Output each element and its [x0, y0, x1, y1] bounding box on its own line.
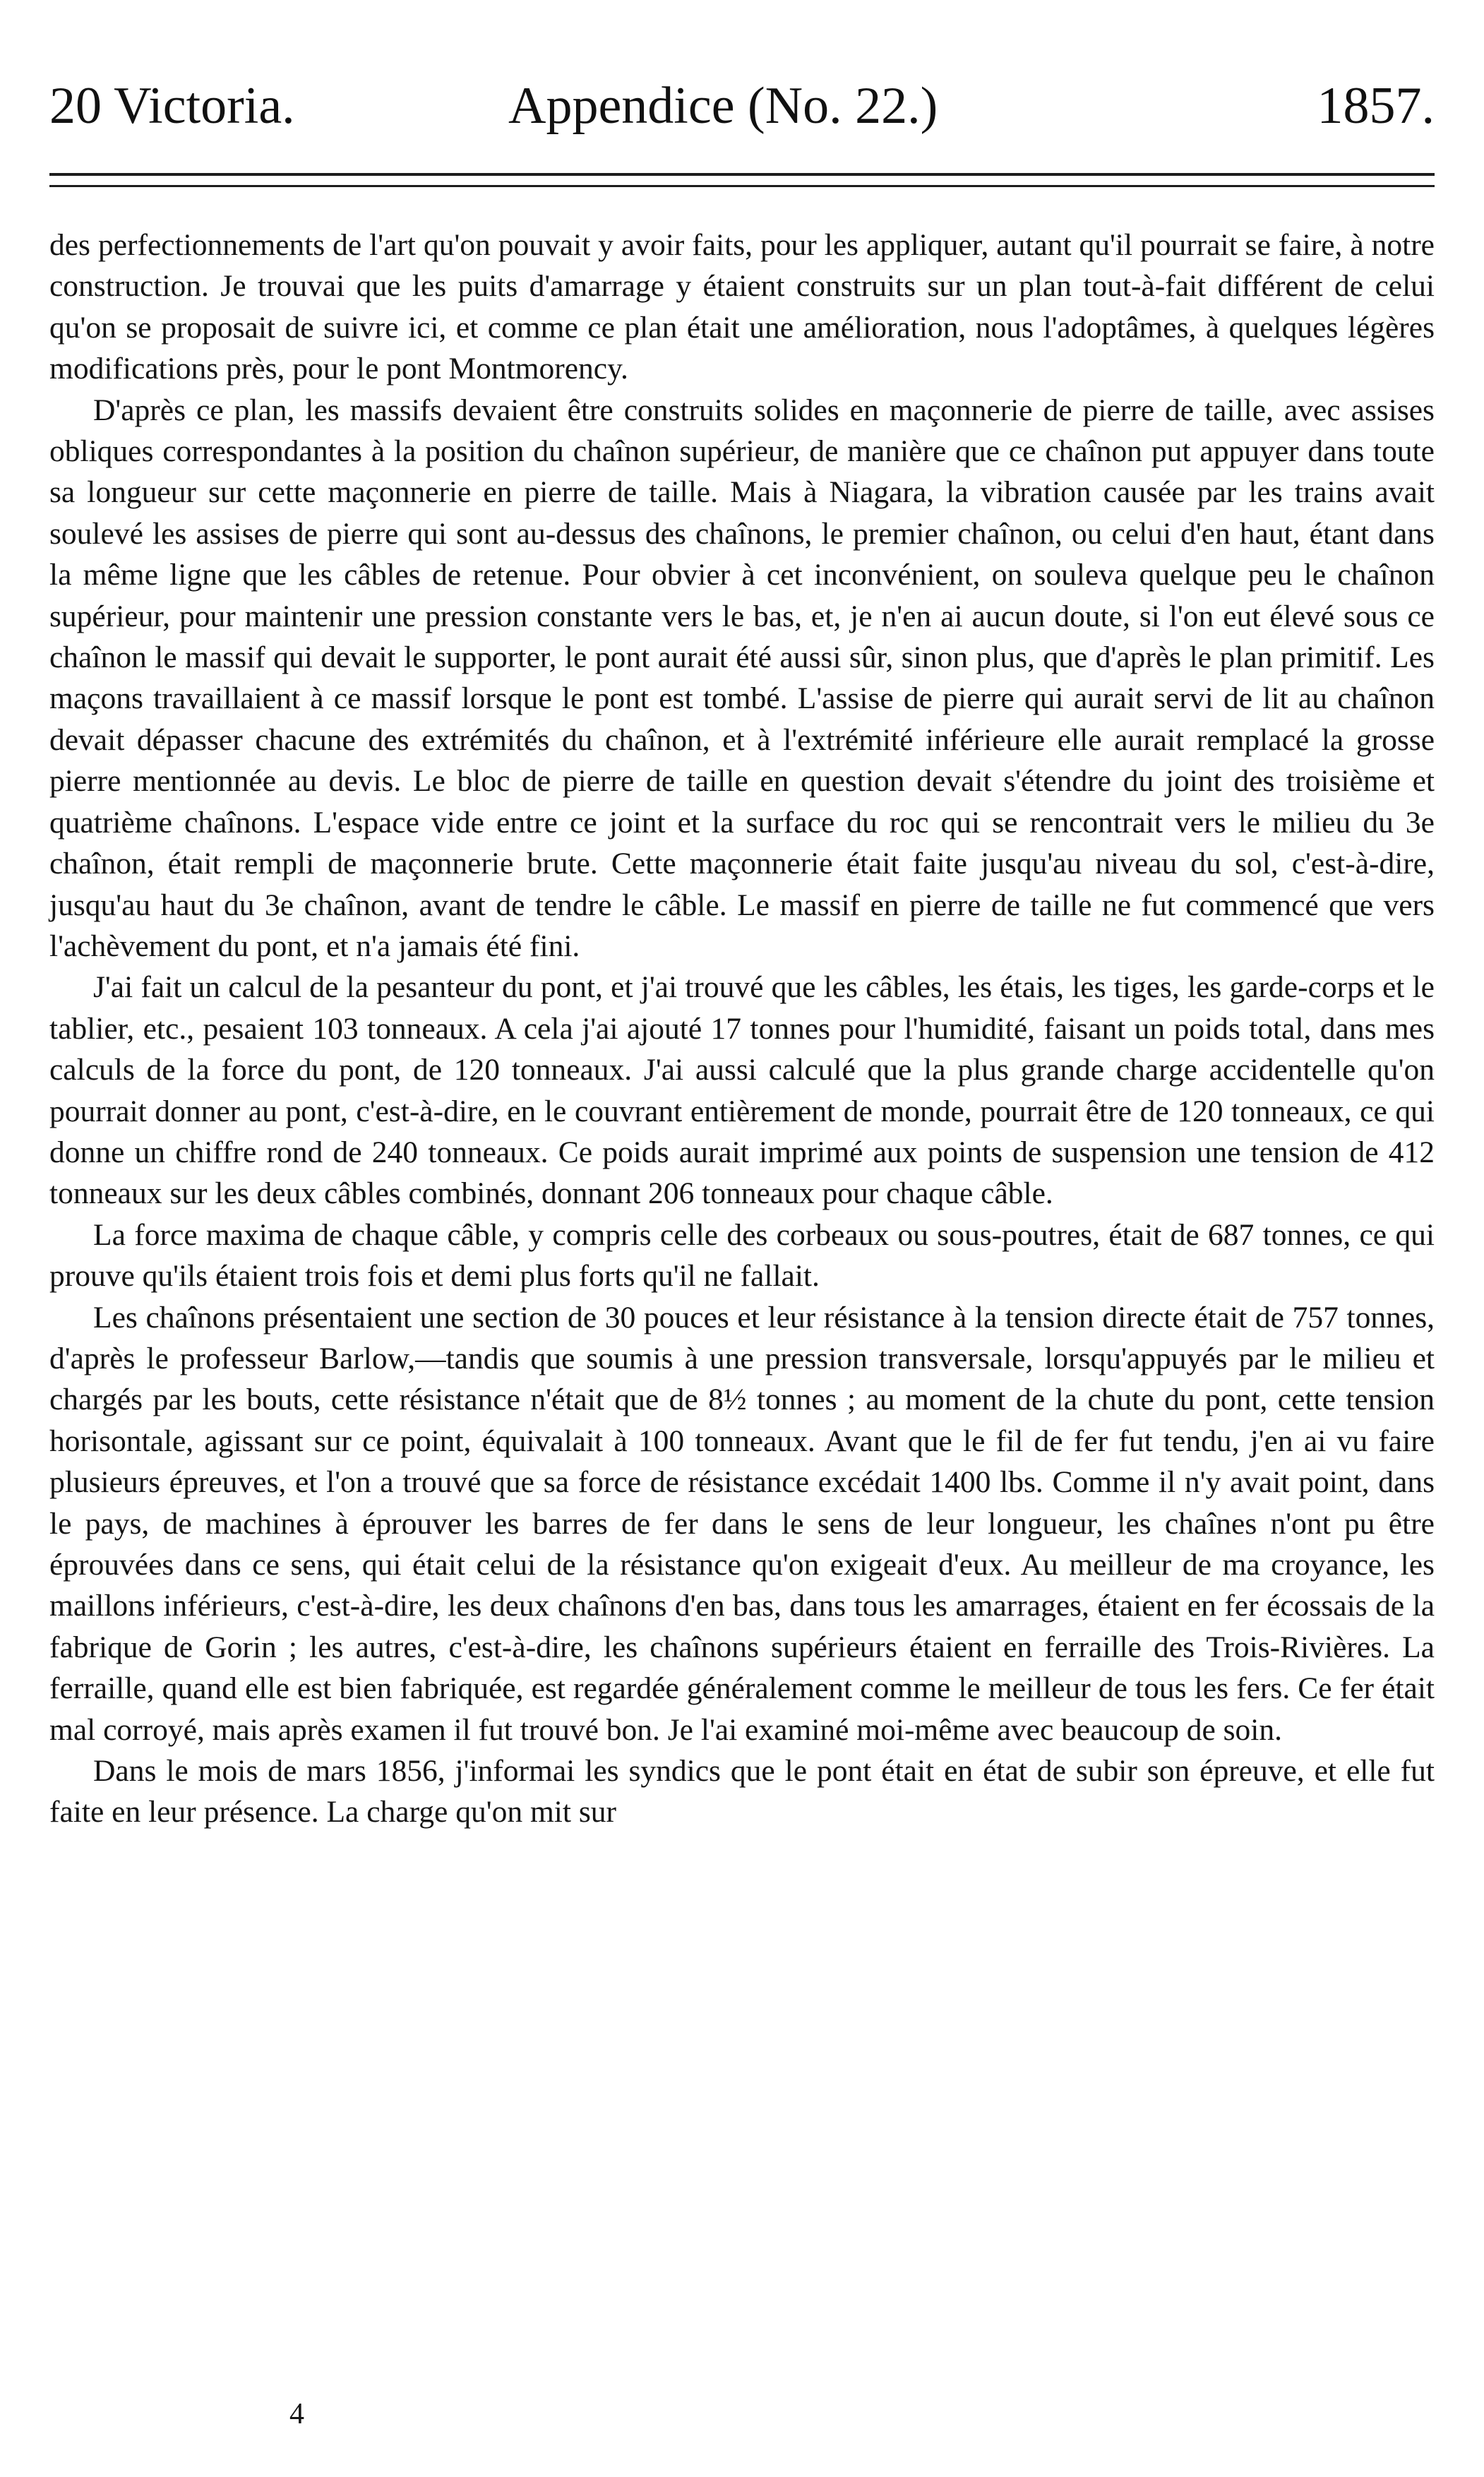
signature-mark: 4 — [289, 2398, 304, 2430]
header-session: 20 Victoria. — [49, 77, 295, 135]
header-rule-bottom — [49, 185, 1435, 187]
header-year: 1857. — [1317, 77, 1435, 135]
running-header — [49, 67, 1435, 145]
header-rule-top — [49, 173, 1435, 176]
paragraph-5: Les chaînons présentaient une section de 30 pouces et leur résistance à la tension directe était de 757 tonnes, d'après le professeur Barlow,—tandis que soumis à une pression transversale, lorsqu'appuyés par le milieu et chargés par les bouts, cette résistance n'était que de 8½ tonnes ; au moment de la chute du pont, cette tension horisontale, agissant sur ce point, équivalait à 100 tonneaux. Avant que le fil de fer fut tendu, j'en ai vu faire plusieurs épreuves, et l'on a trouvé que sa force de résistance excédait 1400 lbs. Comme il n'y avait point, dans le pays, de machines à éprouver les barres de fer dans le sens de leur longueur, les chaînes n'ont pu être éprouvées dans ce sens, qui était celui de la résistance qu'on exigeait d'eux. Au meilleur de ma croyance, les maillons inférieurs, c'est-à-dire, les deux chaînons d'en bas, dans tous les amarrages, étaient en fer écossais de la fabrique de Gorin ; les autres, c'est-à-dire, les chaînons supérieurs étaient en ferraille des Trois-Rivières. La ferraille, quand elle est bien fabriquée, est regardée généralement comme le meilleur de tous les fers. Ce fer était mal corroyé, mais après examen il fut trouvé bon. Je l'ai examiné moi-même avec beaucoup de soin. — [49, 1300, 1435, 1747]
body-text — [49, 225, 1435, 1833]
paragraph-4: La force maxima de chaque câble, y compris celle des corbeaux ou sous-poutres, était de 687 tonnes, ce qui prouve qu'ils étaient trois fois et demi plus forts qu'il ne fallait. — [49, 1217, 1435, 1294]
paragraph-2: D'après ce plan, les massifs devaient être construits solides en maçonnerie de pierre de taille, avec assises obliques correspondantes à la position du chaînon supérieur, de manière que ce chaînon put appuyer dans toute sa longueur sur cette maçonnerie en pierre de taille. Mais à Niagara, la vibration causée par les trains avait soulevé les assises de pierre qui sont au-dessus des chaînons, le premier chaînon, ou celui d'en haut, étant dans la même ligne que les câbles de retenue. Pour obvier à cet inconvénient, on souleva quelque peu le chaînon supérieur, pour maintenir une pression constante vers le bas, et, je n'en ai aucun doute, si l'on eut élevé sous ce chaînon le massif qui devait le supporter, le pont aurait été aussi sûr, sinon plus, que d'après le plan primitif. Les maçons travaillaient à ce massif lorsque le pont est tombé. L'assise de pierre qui aurait servi de lit au chaînon devait dépasser chacune des extrémités du chaînon, et à l'extrémité inférieure elle aurait remplacé la grosse pierre mentionnée au devis. Le bloc de pierre de taille en question devait s'étendre du joint des troisième et quatrième chaînons. L'espace vide entre ce joint et la surface du roc qui se rencontrait vers le milieu du 3e chaînon, était rempli de maçonnerie brute. Cette maçonnerie était faite jusqu'au niveau du sol, c'est-à-dire, jusqu'au haut du 3e chaînon, avant de tendre le câble. Le massif en pierre de taille ne fut commencé que vers l'achèvement du pont, et n'a jamais été fini. — [49, 393, 1435, 963]
paragraph-3: J'ai fait un calcul de la pesanteur du pont, et j'ai trouvé que les câbles, les étais, les tiges, les garde-corps et le tablier, etc., pesaient 103 tonneaux. A cela j'ai ajouté 17 tonnes pour l'humidité, faisant un poids total, dans mes calculs de la force du pont, de 120 tonneaux. J'ai aussi calculé que la plus grande charge accidentelle qu'on pourrait donner au pont, c'est-à-dire, en le couvrant entièrement de monde, pourrait être de 120 tonneaux, ce qui donne un chiffre rond de 240 tonneaux. Ce poids aurait imprimé aux points de suspension une tension de 412 tonneaux sur les deux câbles combinés, donnant 206 tonneaux pour chaque câble. — [49, 970, 1435, 1211]
header-appendix: Appendice (No. 22.) — [508, 77, 938, 135]
paragraph-6: Dans le mois de mars 1856, j'informai les syndics que le pont était en état de subir son épreuve, et elle fut faite en leur présence. La charge qu'on mit sur — [49, 1754, 1435, 1830]
paragraph-1: des perfectionnements de l'art qu'on pouvait y avoir faits, pour les appliquer, autant qu'il pourrait se faire, à notre construction. Je trouvai que les puits d'amarrage y étaient construits sur un plan tout-à-fait différent de celui qu'on se proposait de suivre ici, et comme ce plan était une amélioration, nous l'adoptâmes, à quelques légères modifications près, pour le pont Montmorency. — [49, 228, 1435, 386]
